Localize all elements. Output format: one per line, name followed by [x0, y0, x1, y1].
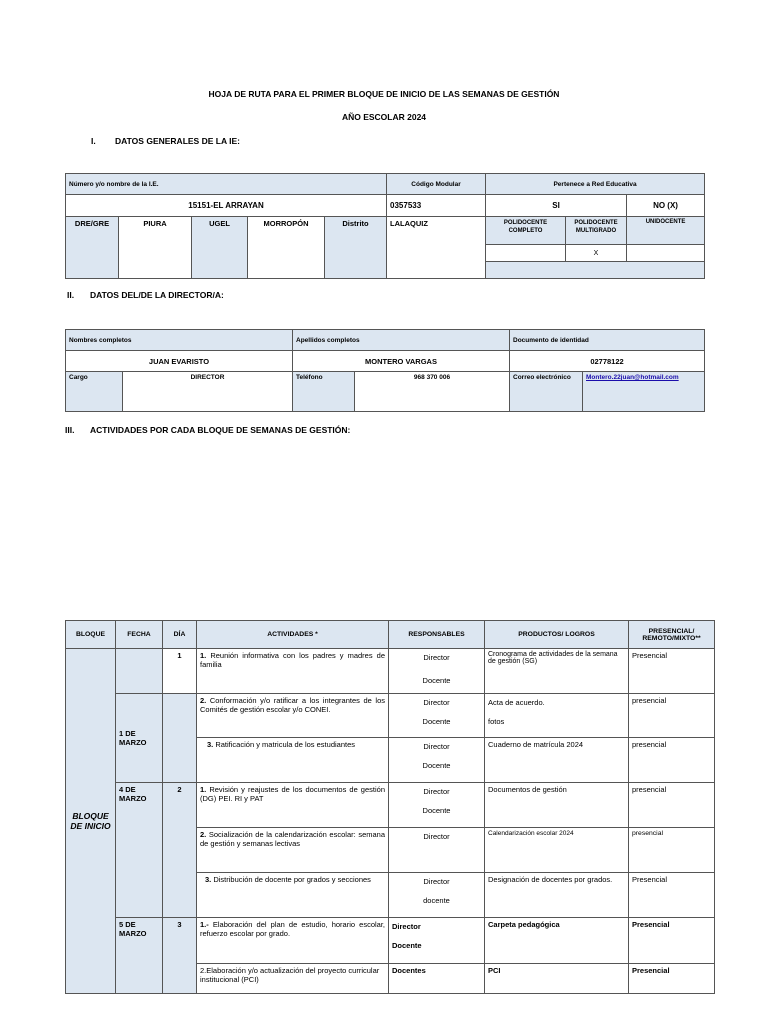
header-responsables: RESPONSABLES [389, 621, 485, 649]
fecha-top-cell [116, 649, 163, 694]
activity-3-1: 1.- Elaboración del plan de estudio, horario escolar, refuerzo escolar por grado. [197, 918, 389, 964]
section-3-number: III. [65, 425, 75, 435]
activity-2-3: 3. Distribución de docente por grados y secciones [197, 873, 389, 918]
email-label: Correo electrónico [510, 372, 583, 412]
product-1-2: Acta de acuerdo. fotos [485, 694, 629, 738]
dre-value: PIURA [119, 217, 192, 279]
header-fecha: FECHA [116, 621, 163, 649]
document-subtitle: AÑO ESCOLAR 2024 [341, 112, 427, 122]
ie-code: 0357533 [387, 195, 486, 217]
section-1-title: DATOS GENERALES DE LA IE: [115, 136, 240, 146]
modalidad-3-2: Presencial [629, 964, 715, 994]
section-3-title: ACTIVIDADES POR CADA BLOQUE DE SEMANAS DE GESTIÓN: [90, 425, 351, 435]
ie-name: 15151-EL ARRAYAN [66, 195, 387, 217]
modalidad-2-3: Presencial [629, 873, 715, 918]
polidocente-multigrado-label: POLIDOCENTE MULTIGRADO [566, 217, 627, 245]
responsables-3-2: Docentes [389, 964, 485, 994]
dre-label: DRE/GRE [66, 217, 119, 279]
product-2-3: Designación de docentes por grados. [485, 873, 629, 918]
activity-3-2: 2.Elaboración y/o actualización del proyecto curricular institucional (PCI) [197, 964, 389, 994]
fecha-1-marzo: 1 DE MARZO [116, 694, 163, 783]
ugel-value: MORROPÓN [248, 217, 325, 279]
ie-code-label: Código Modular [387, 174, 486, 195]
product-1-3: Cuaderno de matrícula 2024 [485, 738, 629, 783]
distrito-value: LALAQUIZ [387, 217, 486, 279]
director-surnames-label: Apellidos completos [293, 330, 510, 351]
modalidad-1-2: presencial [629, 694, 715, 738]
product-2-1: Documentos de gestión [485, 783, 629, 828]
product-1-1: Cronograma de actividades de la semana de gestión (SG) [485, 649, 629, 694]
dia-3: 3 [163, 918, 197, 994]
director-surnames: MONTERO VARGAS [293, 351, 510, 372]
header-bloque: BLOQUE [66, 621, 116, 649]
responsables-1-2: Director Docente [389, 694, 485, 738]
ugel-label: UGEL [192, 217, 248, 279]
responsables-1-3: Director Docente [389, 738, 485, 783]
polidocente-completo-mark [486, 245, 566, 262]
modalidad-1-1: Presencial [629, 649, 715, 694]
modalidad-2-2: presencial [629, 828, 715, 873]
email-link[interactable]: Montero.22juan@hotmail.com [586, 374, 679, 381]
ie-network-yes: SI [486, 195, 627, 217]
responsables-1-1: Director Docente [389, 649, 485, 694]
phone-value: 968 370 006 [355, 372, 510, 412]
email-cell [583, 372, 705, 412]
activity-1-2: 2. Conformación y/o ratificar a los integrantes de los Comités de gestión escolar y/o CONEI. [197, 694, 389, 738]
director-names: JUAN EVARISTO [66, 351, 293, 372]
director-data-table [65, 329, 705, 412]
product-3-1: Carpeta pedagógica [485, 918, 629, 964]
cargo-value: DIRECTOR [123, 372, 293, 412]
ie-data-table [65, 173, 705, 279]
responsables-2-1: Director Docente [389, 783, 485, 828]
header-modalidad: PRESENCIAL/ REMOTO/MIXTO** [629, 621, 715, 649]
unidocente-label: UNIDOCENTE [627, 217, 705, 245]
dia-1: 1 [163, 649, 197, 694]
cargo-label: Cargo [66, 372, 123, 412]
document-title: HOJA DE RUTA PARA EL PRIMER BLOQUE DE INICIO DE LAS SEMANAS DE GESTIÓN [208, 89, 560, 99]
unidocente-mark [627, 245, 705, 262]
polidocente-completo-label: POLIDOCENTE COMPLETO [486, 217, 566, 245]
phone-label: Teléfono [293, 372, 355, 412]
ie-network-label: Pertenece a Red Educativa [486, 174, 705, 195]
responsables-2-2: Director [389, 828, 485, 873]
section-2-title: DATOS DEL/DE LA DIRECTOR/A: [90, 290, 224, 300]
modalidad-2-1: presencial [629, 783, 715, 828]
polidocente-multigrado-mark: X [566, 245, 627, 262]
ie-network-no: NO (X) [627, 195, 705, 217]
section-2-number: II. [67, 290, 75, 300]
director-doc: 02778122 [510, 351, 705, 372]
distrito-label: Distrito [325, 217, 387, 279]
header-dia: DÍA [163, 621, 197, 649]
director-names-label: Nombres completos [66, 330, 293, 351]
activity-2-2: 2. Socialización de la calendarización escolar: semana de gestión y semanas lectivas [197, 828, 389, 873]
teacher-type-footer [486, 262, 705, 279]
section-1-number: I. [91, 136, 96, 146]
header-productos: PRODUCTOS/ LOGROS [485, 621, 629, 649]
activity-2-1: 1. Revisión y reajustes de los documentos de gestión (DG) PEI. RI y PAT [197, 783, 389, 828]
modalidad-1-3: presencial [629, 738, 715, 783]
responsables-2-3: Director docente [389, 873, 485, 918]
dia-2: 2 [163, 783, 197, 918]
activity-1-3: 3. Ratificación y matricula de los estudiantes [197, 738, 389, 783]
product-2-2: Calendarización escolar 2024 [485, 828, 629, 873]
director-doc-label: Documento de identidad [510, 330, 705, 351]
activities-table [65, 620, 715, 994]
header-actividades: ACTIVIDADES * [197, 621, 389, 649]
fecha-5-marzo: 5 DE MARZO [116, 918, 163, 994]
ie-name-label: Número y/o nombre de la I.E. [66, 174, 387, 195]
responsables-3-1: Director Docente [389, 918, 485, 964]
modalidad-3-1: Presencial [629, 918, 715, 964]
product-3-2: PCI [485, 964, 629, 994]
fecha-4-marzo: 4 DE MARZO [116, 783, 163, 918]
activity-1-1: 1. Reunión informativa con los padres y madres de familia [197, 649, 389, 694]
dia-1-extension [163, 694, 197, 783]
bloque-inicio-cell: BLOQUE DE INICIO [66, 649, 116, 994]
